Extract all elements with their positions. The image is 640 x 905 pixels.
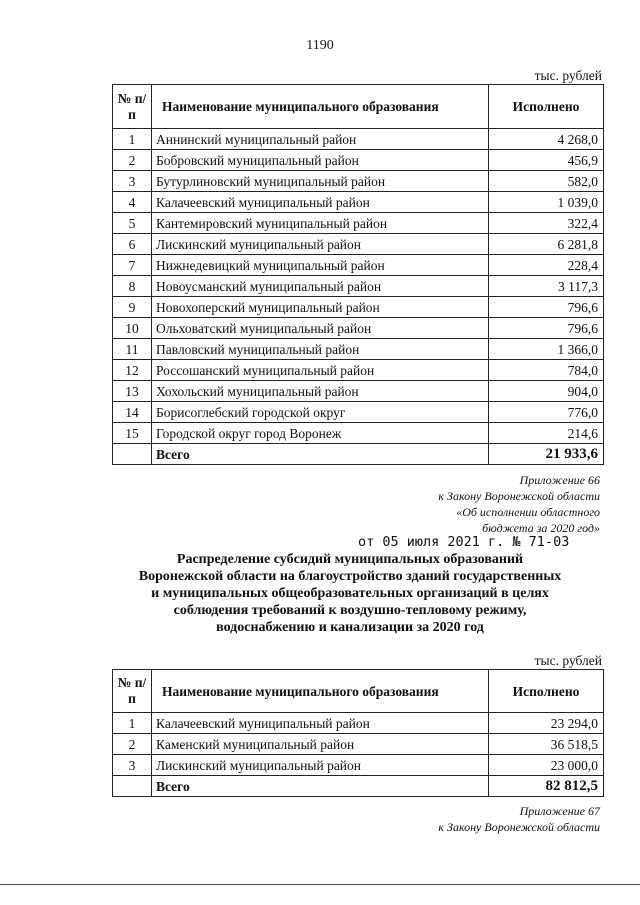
appendix-66: [438, 472, 600, 536]
cell-num: 4: [113, 192, 152, 213]
total-value: 21 933,6: [489, 444, 604, 465]
table-row: [113, 713, 604, 734]
cell-num: 1: [113, 713, 152, 734]
cell-num: 3: [113, 171, 152, 192]
appendix-66-line4: бюджета за 2020 год»: [482, 521, 600, 535]
cell-name: Нижнедевицкий муниципальный район: [152, 255, 489, 276]
cell-num: 1: [113, 129, 152, 150]
cell-value: 1 366,0: [489, 339, 604, 360]
date-line: от 05 июля 2021 г. № 71-03: [358, 534, 570, 550]
cell-num: 14: [113, 402, 152, 423]
cell-name: Лискинский муниципальный район: [152, 755, 489, 776]
table-row: [113, 339, 604, 360]
table-row: [113, 276, 604, 297]
title-line-4: соблюдения требований к воздушно-тепловому режиму,: [173, 603, 527, 618]
cell-num: 7: [113, 255, 152, 276]
table-row: [113, 171, 604, 192]
unit-label-1: тыс. рублей: [534, 68, 602, 83]
cell-value: 214,6: [489, 423, 604, 444]
table-row: [113, 402, 604, 423]
cell-num: 2: [113, 734, 152, 755]
cell-num: 13: [113, 381, 152, 402]
cell-num: 8: [113, 276, 152, 297]
table-2: [112, 669, 604, 797]
table-row: [113, 255, 604, 276]
cell-num: 15: [113, 423, 152, 444]
table-row: [113, 734, 604, 755]
header-num: № п/п: [113, 85, 152, 129]
table-1-body: [113, 129, 604, 465]
cell-value: 6 281,8: [489, 234, 604, 255]
cell-num: 2: [113, 150, 152, 171]
cell-value: 456,9: [489, 150, 604, 171]
cell-value: 776,0: [489, 402, 604, 423]
cell-value: 23 000,0: [489, 755, 604, 776]
title-line-2: Воронежской области на благоустройство зданий государственных: [138, 569, 562, 584]
cell-name: Лискинский муниципальный район: [152, 234, 489, 255]
cell-name: Бутурлиновский муниципальный район: [152, 171, 489, 192]
header-num: № п/п: [113, 670, 152, 713]
cell-name: Калачеевский муниципальный район: [152, 713, 489, 734]
cell-name: Ольховатский муниципальный район: [152, 318, 489, 339]
total-value: 82 812,5: [489, 776, 604, 797]
total-row: [113, 776, 604, 797]
table-row: [113, 150, 604, 171]
section-title: [100, 551, 600, 636]
cell-num: 9: [113, 297, 152, 318]
table-row: [113, 192, 604, 213]
cell-value: 322,4: [489, 213, 604, 234]
table-row: [113, 755, 604, 776]
cell-name: Бобровский муниципальный район: [152, 150, 489, 171]
cell-name: Новоусманский муниципальный район: [152, 276, 489, 297]
cell-name: Аннинский муниципальный район: [152, 129, 489, 150]
page-bottom-rule: [0, 884, 640, 885]
cell-value: 36 518,5: [489, 734, 604, 755]
page-number: 1190: [306, 38, 334, 53]
cell-name: Борисоглебский городской округ: [152, 402, 489, 423]
appendix-67-line1: Приложение 67: [519, 804, 600, 818]
cell-num: 12: [113, 360, 152, 381]
table-row: [113, 381, 604, 402]
table-row: [113, 213, 604, 234]
header-value: Исполнено: [489, 85, 604, 129]
appendix-66-line1: Приложение 66: [519, 473, 600, 487]
table-row: [113, 360, 604, 381]
cell-name: Павловский муниципальный район: [152, 339, 489, 360]
title-line-1: Распределение субсидий муниципальных образований: [176, 552, 524, 567]
cell-name: Калачеевский муниципальный район: [152, 192, 489, 213]
cell-name: Кантемировский муниципальный район: [152, 213, 489, 234]
title-line-3: и муниципальных общеобразовательных организаций в целях: [151, 586, 549, 601]
table-1: [112, 84, 604, 465]
cell-value: 4 268,0: [489, 129, 604, 150]
table-row: [113, 423, 604, 444]
title-line-5: водоснабжению и канализации за 2020 год: [216, 620, 484, 635]
cell-name: Хохольский муниципальный район: [152, 381, 489, 402]
cell-num: [113, 444, 152, 465]
header-name: Наименование муниципального образования: [152, 85, 489, 129]
table-2-body: [113, 713, 604, 797]
appendix-67: [438, 803, 600, 835]
cell-value: 784,0: [489, 360, 604, 381]
cell-num: 11: [113, 339, 152, 360]
table-row: [113, 234, 604, 255]
cell-value: 228,4: [489, 255, 604, 276]
appendix-66-line3: «Об исполнении областного: [456, 505, 600, 519]
cell-value: 23 294,0: [489, 713, 604, 734]
cell-value: 796,6: [489, 318, 604, 339]
unit-label-2: тыс. рублей: [534, 653, 602, 668]
table-row: [113, 318, 604, 339]
cell-value: 1 039,0: [489, 192, 604, 213]
header-name: Наименование муниципального образования: [152, 670, 489, 713]
cell-num: [113, 776, 152, 797]
cell-value: 904,0: [489, 381, 604, 402]
cell-name: Новохоперский муниципальный район: [152, 297, 489, 318]
cell-name: Россошанский муниципальный район: [152, 360, 489, 381]
cell-value: 582,0: [489, 171, 604, 192]
header-value: Исполнено: [489, 670, 604, 713]
table-row: [113, 129, 604, 150]
cell-num: 5: [113, 213, 152, 234]
total-row: [113, 444, 604, 465]
cell-num: 10: [113, 318, 152, 339]
cell-num: 6: [113, 234, 152, 255]
cell-num: 3: [113, 755, 152, 776]
cell-name: Городской округ город Воронеж: [152, 423, 489, 444]
table-row: [113, 297, 604, 318]
cell-value: 3 117,3: [489, 276, 604, 297]
total-label: Всего: [152, 776, 489, 797]
cell-name: Каменский муниципальный район: [152, 734, 489, 755]
cell-value: 796,6: [489, 297, 604, 318]
appendix-66-line2: к Закону Воронежской области: [438, 489, 600, 503]
appendix-67-line2: к Закону Воронежской области: [438, 820, 600, 834]
total-label: Всего: [152, 444, 489, 465]
